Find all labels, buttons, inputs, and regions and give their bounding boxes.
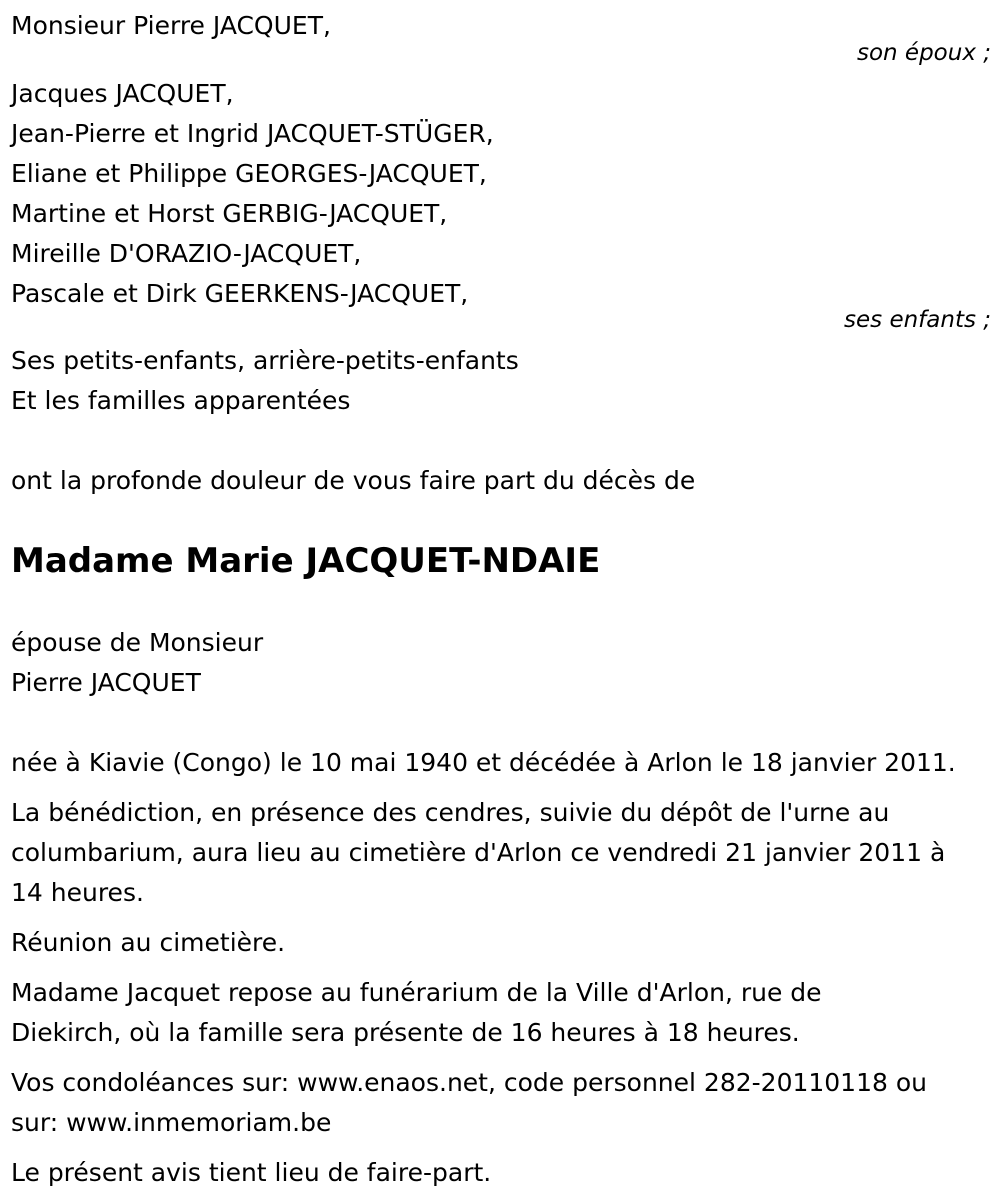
- condolences-line: Vos condoléances sur: www.enaos.net, code personnel 282-20110118 ou: [11, 1068, 927, 1097]
- relatives-line: Et les familles apparentées: [11, 386, 351, 415]
- intro-text: ont la profonde douleur de vous faire part du décès de: [11, 466, 696, 495]
- grandchildren-line: Ses petits-enfants, arrière-petits-enfants: [11, 346, 519, 375]
- child-name: Jacques JACQUET,: [11, 79, 234, 108]
- ceremony-line: La bénédiction, en présence des cendres, suivie du dépôt de l'urne au: [11, 798, 890, 827]
- children-role: ses enfants ;: [844, 307, 991, 333]
- funerarium-line: Madame Jacquet repose au funérarium de la Ville d'Arlon, rue de: [11, 978, 822, 1007]
- obituary-notice: [11, 6, 991, 1193]
- notice-text: Le présent avis tient lieu de faire-part.: [11, 1158, 492, 1187]
- child-name: Mireille D'ORAZIO-JACQUET,: [11, 239, 362, 268]
- birth-death-text: née à Kiavie (Congo) le 10 mai 1940 et décédée à Arlon le 18 janvier 2011.: [11, 748, 956, 777]
- spouse-role: son époux ;: [856, 40, 991, 66]
- funerarium-line: Diekirch, où la famille sera présente de 16 heures à 18 heures.: [11, 1018, 800, 1047]
- condolences-paragraph: [11, 1063, 991, 1143]
- children-list: [11, 74, 991, 314]
- child-name: Jean-Pierre et Ingrid JACQUET-STÜGER,: [11, 119, 494, 148]
- other-family: [11, 341, 991, 421]
- spouse-name: Monsieur Pierre JACQUET,: [11, 11, 331, 40]
- deceased-name: Madame Marie JACQUET-NDAIE: [11, 541, 601, 581]
- condolences-line: sur: www.inmemoriam.be: [11, 1108, 332, 1137]
- meeting-text: Réunion au cimetière.: [11, 928, 286, 957]
- child-name: Pascale et Dirk GEERKENS-JACQUET,: [11, 279, 469, 308]
- ceremony-line: columbarium, aura lieu au cimetière d'Arlon ce vendredi 21 janvier 2011 à: [11, 838, 946, 867]
- ceremony-paragraph: [11, 793, 991, 913]
- spouse-of: [11, 623, 991, 703]
- child-name: Eliane et Philippe GEORGES-JACQUET,: [11, 159, 487, 188]
- spouse-of-line: épouse de Monsieur: [11, 628, 264, 657]
- funerarium-paragraph: [11, 973, 991, 1053]
- spouse-of-line: Pierre JACQUET: [11, 668, 201, 697]
- ceremony-line: 14 heures.: [11, 878, 144, 907]
- child-name: Martine et Horst GERBIG-JACQUET,: [11, 199, 448, 228]
